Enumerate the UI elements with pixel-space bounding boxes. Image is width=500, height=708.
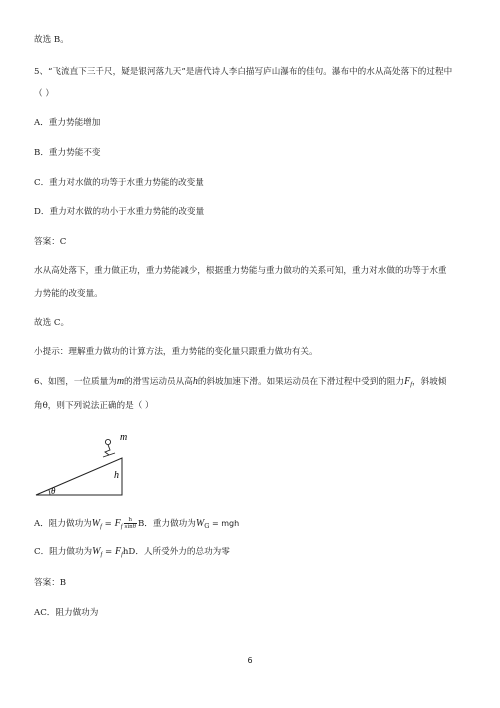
work-symbol: W (91, 518, 101, 529)
work-subscript: f (100, 551, 103, 558)
work-subscript: f (100, 523, 102, 530)
opt-d6-text: hD．人所受外力的总功为零 (122, 547, 230, 557)
skier-icon (103, 439, 115, 457)
option-b: B．重力势能不变 (34, 148, 101, 158)
label-h: h (114, 470, 119, 481)
work-symbol: W (92, 546, 101, 557)
question-6-line-1 (34, 376, 446, 391)
friction-subscript: f (410, 381, 412, 388)
explanation-line-1: 水从高处落下，重力做正功，重力势能减少，根据重力势能与重力做功的关系可知，重力对水做的功等于水重 (34, 266, 447, 276)
answer-6: 答案：B (34, 578, 67, 588)
force-subscript: f (121, 551, 123, 558)
height-symbol: h (192, 376, 198, 387)
q6-text-a: 6、如图，一位质量为 (34, 377, 117, 387)
text-line: 故选 B。 (34, 35, 69, 45)
question-5-line-1: 5、“飞流直下三千尺，疑是银河落九天”是唐代诗人李白描写庐山瀑布的佳句。瀑布中的水从高处落下的过程中 (34, 67, 453, 77)
friction-symbol: F (404, 376, 411, 387)
opt-a6-prefix: A．阻力做功为 (34, 519, 92, 529)
gravity-work-subscript: G (204, 522, 210, 530)
option-a-6 (34, 517, 239, 533)
force-subscript: f (120, 523, 123, 530)
label-m: m (120, 432, 128, 443)
force-symbol: F (114, 546, 122, 557)
tip: 小提示：理解重力做功的计算方法，重力势能的变化量只跟重力做功有关。 (34, 347, 318, 357)
incline-figure (30, 432, 140, 500)
mass-symbol: m (116, 376, 125, 387)
q6-text-b: 的滑雪运动员从高 (124, 377, 193, 387)
label-theta: θ (51, 486, 56, 496)
choose-c: 故选 C。 (34, 318, 70, 328)
q6-text-d: ，斜坡倾 (412, 377, 447, 387)
equals: = (102, 547, 115, 557)
force-symbol: F (114, 518, 121, 529)
option-d: D．重力对水做的功小于水重力势能的改变量 (34, 207, 205, 217)
q6-text-c: 的斜坡加速下滑。如果运动员在下滑过程中受到的阻力 (197, 377, 405, 387)
explanation-line-2: 力势能的改变量。 (34, 289, 103, 299)
question-5-line-2: （ ） (34, 89, 54, 99)
fraction-numerator: h (124, 517, 137, 524)
opt-c6-prefix: C．阻力做功为 (34, 547, 93, 557)
angle-arc (49, 490, 50, 496)
option-c: C．重力对水做的功等于水重力势能的改变量 (34, 178, 204, 188)
opt-b6-prefix: B．重力做功为 (137, 519, 196, 529)
mgh-text: = mgh (209, 519, 240, 528)
equals: = (101, 519, 115, 529)
question-6-line-2: 角θ，则下列说法正确的是（ ） (34, 401, 154, 411)
fraction-denominator: sinθ (124, 524, 136, 530)
option-c-6 (34, 546, 230, 561)
page-number: 6 (247, 656, 253, 665)
fraction (124, 517, 137, 530)
answer-5: 答案：C (34, 237, 67, 247)
gravity-work-symbol: W (195, 518, 205, 529)
incline-triangle (36, 458, 122, 495)
ac-line: AC．阻力做功为 (34, 608, 99, 618)
option-a: A．重力势能增加 (34, 118, 101, 128)
